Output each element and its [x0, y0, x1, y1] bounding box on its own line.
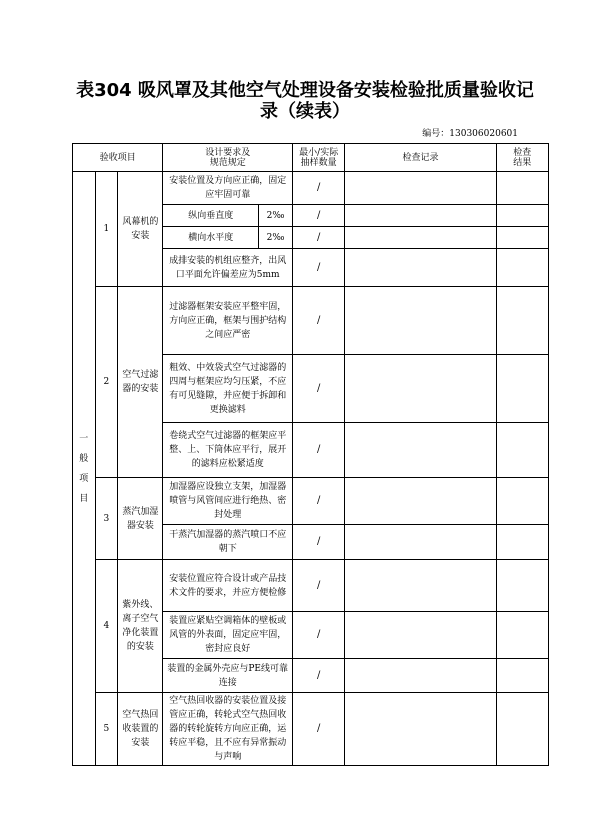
check-result-cell[interactable] [496, 659, 549, 693]
requirement-text: 卷绕式空气过滤器的框架应平整、上、下筒体应平行，展开的滤料应松紧适度 [163, 423, 293, 478]
check-record-cell[interactable] [345, 172, 496, 205]
check-record-cell[interactable] [345, 525, 496, 560]
group-number: 4 [95, 560, 118, 693]
check-result-cell[interactable] [496, 287, 549, 355]
section-label-char: 般 [79, 453, 89, 464]
header-design [163, 144, 293, 172]
group-number: 3 [95, 478, 118, 560]
code-value: 130306020601 [449, 129, 518, 139]
check-record-cell[interactable] [345, 355, 496, 423]
group-name: 空气过滤器的安装 [118, 287, 163, 478]
check-result-cell[interactable] [496, 355, 549, 423]
requirement-text: 装置应紧贴空调箱体的壁板或风管的外表面，固定应牢固，密封应良好 [163, 612, 293, 659]
sample-count: / [292, 525, 344, 560]
table-row [73, 560, 549, 612]
requirement-text: 安装位置及方向应正确，固定应牢固可靠 [163, 172, 293, 205]
header-result-line1: 检查 [513, 147, 532, 158]
table-row [73, 287, 549, 355]
header-item: 验收项目 [73, 144, 163, 172]
sample-count: / [292, 478, 344, 525]
table-row [73, 478, 549, 525]
check-record-cell[interactable] [345, 249, 496, 287]
sample-count: / [292, 423, 344, 478]
requirement-text: 过滤器框架安装应平整牢固，方向应正确，框架与围护结构之间应严密 [163, 287, 293, 355]
check-record-cell[interactable] [345, 659, 496, 693]
group-name: 风幕机的安装 [118, 172, 163, 287]
title-line-2: 录（续表） [260, 101, 350, 122]
check-result-cell[interactable] [496, 560, 549, 612]
requirement-text: 加湿器应设独立支架，加湿器喷管与风管间应进行绝热、密封处理 [163, 478, 293, 525]
sample-count: / [292, 227, 344, 249]
requirement-text: 干蒸汽加湿器的蒸汽喷口不应朝下 [163, 525, 293, 560]
check-result-cell[interactable] [496, 478, 549, 525]
section-label-char: 项 [79, 473, 89, 484]
requirement-text: 成排安装的机组应整齐，出风口平面允许偏差应为5mm [163, 249, 293, 287]
check-result-cell[interactable] [496, 693, 549, 766]
header-sample-line2: 抽样数量 [300, 157, 337, 168]
check-record-cell[interactable] [345, 287, 496, 355]
requirement-text: 纵向垂直度 [163, 205, 259, 227]
requirement-value: 2‰ [259, 227, 293, 249]
group-name: 蒸汽加湿器安装 [118, 478, 163, 560]
page-title [60, 80, 550, 122]
inspection-table [72, 143, 549, 766]
section-label-char: 目 [79, 493, 89, 504]
check-record-cell[interactable] [345, 478, 496, 525]
header-result-line2: 结果 [513, 157, 532, 168]
section-label-char: 一 [79, 433, 89, 444]
header-sample-line1: 最小/实际 [299, 147, 339, 158]
check-result-cell[interactable] [496, 249, 549, 287]
requirement-text: 空气热回收器的安装位置及接管应正确，转轮式空气热回收器的转轮旋转方向应正确，运转应平稳，且不应有异常振动与声响 [163, 693, 293, 766]
check-record-cell[interactable] [345, 612, 496, 659]
sample-count: / [292, 249, 344, 287]
sample-count: / [292, 287, 344, 355]
requirement-text: 安装位置应符合设计或产品技术文件的要求，并应方便检修 [163, 560, 293, 612]
check-result-cell[interactable] [496, 227, 549, 249]
requirement-text: 粗效、中效袋式空气过滤器的四周与框架应均匀压紧，不应有可见缝隙，并应便于拆卸和更换滤料 [163, 355, 293, 423]
group-number: 1 [95, 172, 118, 287]
check-record-cell[interactable] [345, 227, 496, 249]
check-result-cell[interactable] [496, 205, 549, 227]
check-result-cell[interactable] [496, 172, 549, 205]
form-code [422, 126, 518, 139]
check-result-cell[interactable] [496, 423, 549, 478]
check-record-cell[interactable] [345, 423, 496, 478]
header-record: 检查记录 [345, 144, 496, 172]
section-label-text [79, 429, 89, 509]
group-number: 2 [95, 287, 118, 478]
header-result [496, 144, 549, 172]
sample-count: / [292, 693, 344, 766]
group-name: 紫外线、离子空气净化装置的安装 [118, 560, 163, 693]
header-row [73, 144, 549, 172]
check-record-cell[interactable] [345, 205, 496, 227]
requirement-text: 横向水平度 [163, 227, 259, 249]
check-record-cell[interactable] [345, 693, 496, 766]
header-design-line1: 设计要求及 [205, 147, 251, 158]
header-sample [292, 144, 344, 172]
sample-count: / [292, 205, 344, 227]
check-result-cell[interactable] [496, 612, 549, 659]
sample-count: / [292, 355, 344, 423]
code-label: 编号： [422, 129, 450, 139]
requirement-text: 装置的金属外壳应与PE线可靠连接 [163, 659, 293, 693]
check-result-cell[interactable] [496, 525, 549, 560]
sample-count: / [292, 560, 344, 612]
table-row [73, 693, 549, 766]
group-name: 空气热回收装置的安装 [118, 693, 163, 766]
sample-count: / [292, 172, 344, 205]
sample-count: / [292, 612, 344, 659]
section-label [73, 172, 96, 766]
title-line-1: 表304 吸风罩及其他空气处理设备安装检验批质量验收记 [76, 80, 534, 101]
header-design-line2: 规范规定 [209, 157, 246, 168]
requirement-value: 2‰ [259, 205, 293, 227]
sample-count: / [292, 659, 344, 693]
check-record-cell[interactable] [345, 560, 496, 612]
table-row [73, 172, 549, 205]
group-number: 5 [95, 693, 118, 766]
